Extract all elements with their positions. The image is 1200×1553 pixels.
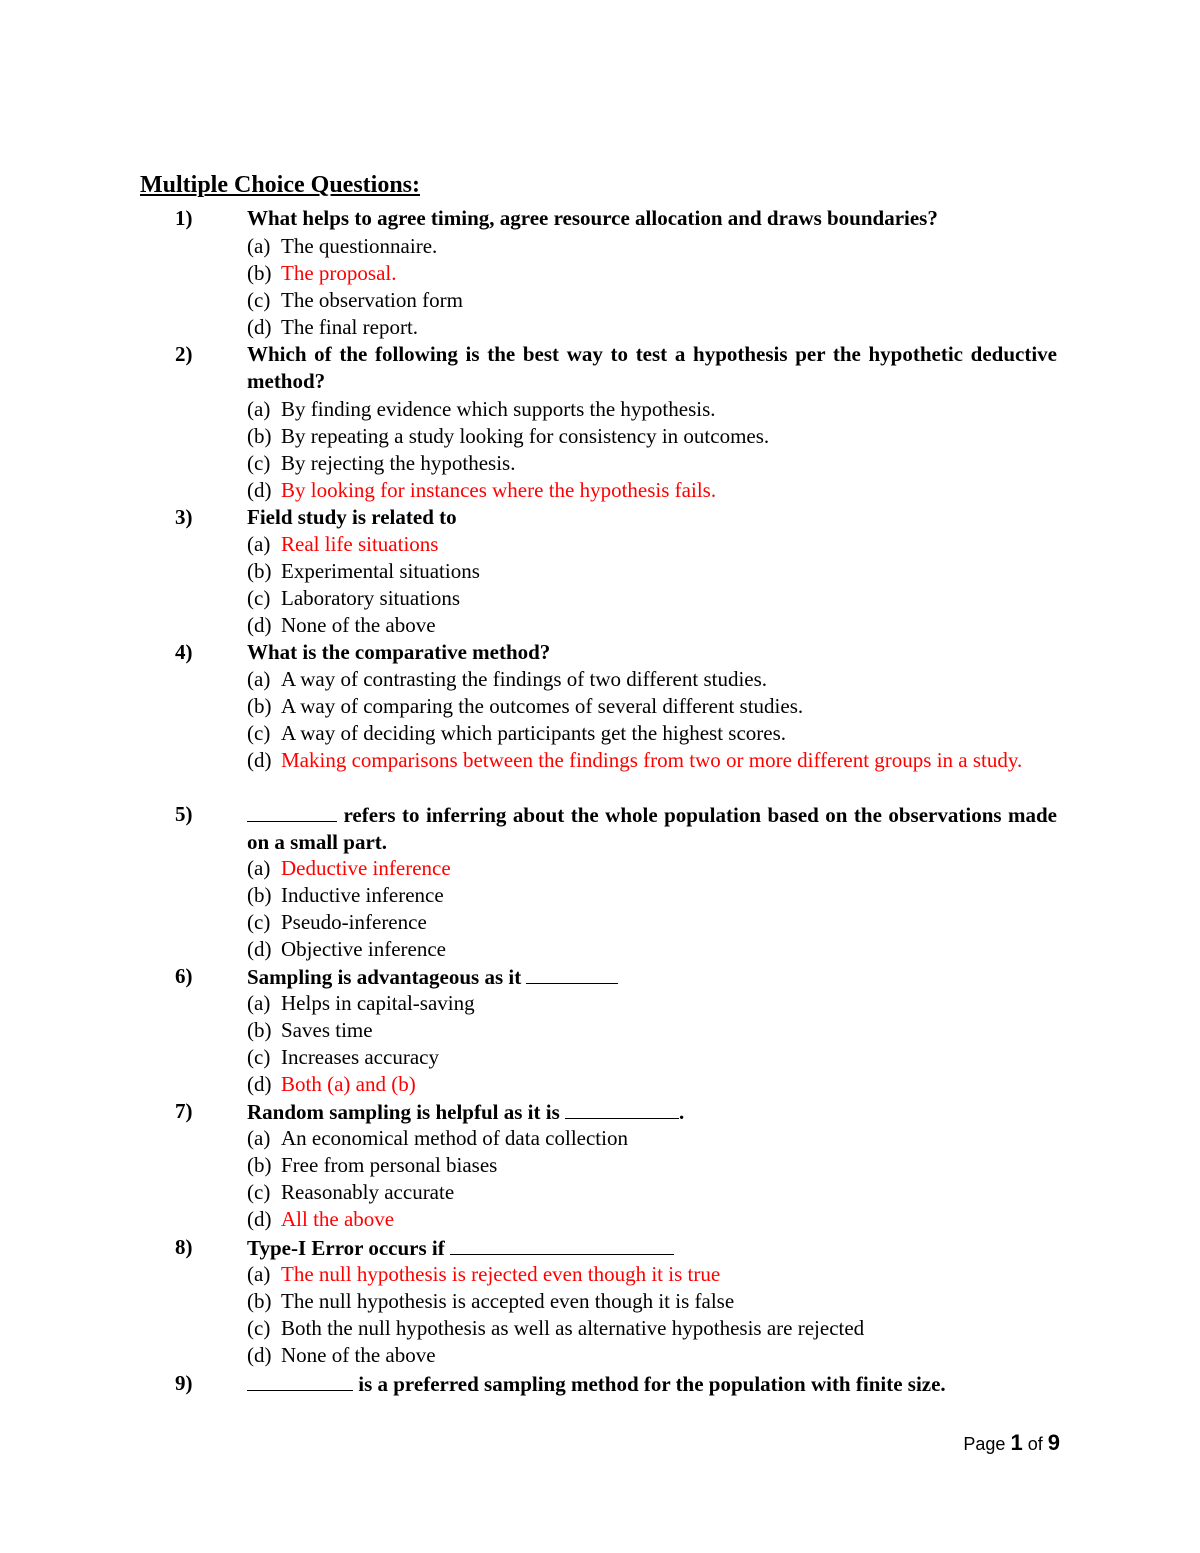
question-text (247, 801, 1057, 856)
option-text: The observation form (281, 288, 463, 312)
correct-option (247, 1261, 1059, 1288)
option-text: Helps in capital-saving (281, 991, 475, 1015)
option-label: (a) (247, 234, 271, 258)
option-text: An economical method of data collection (281, 1126, 628, 1150)
option (247, 1315, 1059, 1342)
option-label: (a) (247, 532, 271, 556)
option (247, 1288, 1059, 1315)
option-label: (b) (247, 1289, 272, 1313)
option-text: Both (a) and (b) (281, 1072, 416, 1096)
option-text: Deductive inference (281, 856, 451, 880)
option-label: (a) (247, 856, 271, 880)
question-text-before-blank: Sampling is advantageous as it (247, 965, 522, 989)
option-label: (c) (247, 586, 271, 610)
option-label: (d) (247, 1343, 272, 1367)
option-label: (a) (247, 1126, 271, 1150)
option (247, 1017, 1059, 1044)
option-text: By repeating a study looking for consistency in outcomes. (281, 424, 770, 448)
option (247, 1044, 1059, 1071)
footer-current-page: 1 (1010, 1430, 1023, 1455)
page-footer (963, 1430, 1060, 1457)
option-text: The proposal. (281, 261, 397, 285)
question-text: Field study is related to (247, 505, 457, 529)
option-text: Pseudo-inference (281, 910, 427, 934)
option-text: Experimental situations (281, 559, 480, 583)
question-text: What helps to agree timing, agree resource allocation and draws boundaries? (247, 206, 938, 230)
option (247, 693, 1059, 720)
option-label: (a) (247, 397, 271, 421)
option-label: (b) (247, 424, 272, 448)
option (247, 287, 1059, 314)
option-label: (d) (247, 1207, 272, 1231)
option-label: (c) (247, 721, 271, 745)
option-label: (b) (247, 883, 272, 907)
option-label: (d) (247, 613, 272, 637)
option-label: (a) (247, 667, 271, 691)
option-text: Free from personal biases (281, 1153, 498, 1177)
correct-option (247, 531, 1059, 558)
question-text: What is the comparative method? (247, 640, 551, 664)
option-text: A way of deciding which participants get the highest scores. (281, 721, 787, 745)
option (247, 558, 1059, 585)
option (247, 990, 1059, 1017)
section-heading: Multiple Choice Questions: (140, 172, 420, 198)
option (247, 1152, 1059, 1179)
option (247, 882, 1059, 909)
option-label: (c) (247, 288, 271, 312)
correct-option (247, 477, 1059, 504)
option-label: (c) (247, 451, 271, 475)
option (247, 936, 1059, 963)
question-text (247, 963, 1057, 991)
question-text-after-blank: refers to inferring about the whole population based on the observations made on a small part. (247, 803, 1057, 854)
option (247, 1342, 1059, 1369)
option-text: A way of comparing the outcomes of several different studies. (281, 694, 804, 718)
option-text: Increases accuracy (281, 1045, 439, 1069)
option-text: By looking for instances where the hypothesis fails. (281, 478, 717, 502)
option-text: By finding evidence which supports the hypothesis. (281, 397, 716, 421)
question-number: 3) (175, 505, 193, 529)
question-text (247, 1370, 1057, 1398)
option-text: None of the above (281, 613, 436, 637)
correct-option (247, 855, 1059, 882)
option-label: (c) (247, 1045, 271, 1069)
option-text: Both the null hypothesis as well as alternative hypothesis are rejected (281, 1316, 865, 1340)
option-text: Real life situations (281, 532, 439, 556)
option-label: (b) (247, 694, 272, 718)
option-text: None of the above (281, 1343, 436, 1367)
option-label: (a) (247, 1262, 271, 1286)
option-label: (c) (247, 1180, 271, 1204)
option-label: (d) (247, 315, 272, 339)
option (247, 612, 1059, 639)
question-number: 9) (175, 1371, 193, 1395)
option-label: (b) (247, 1018, 272, 1042)
answer-blank (247, 1370, 353, 1391)
footer-page-word: Page (963, 1434, 1006, 1454)
option (247, 423, 1059, 450)
correct-option (247, 260, 1059, 287)
option-label: (c) (247, 910, 271, 934)
option-label: (d) (247, 748, 272, 772)
correct-option (247, 1206, 1059, 1233)
correct-option (247, 1071, 1059, 1098)
footer-total-pages: 9 (1047, 1430, 1060, 1455)
question-number: 8) (175, 1235, 193, 1259)
option (247, 909, 1059, 936)
question-trailing-period: . (679, 1100, 685, 1124)
option (247, 1125, 1059, 1152)
question-number: 4) (175, 640, 193, 664)
option-label: (d) (247, 937, 272, 961)
option-text: Saves time (281, 1018, 373, 1042)
option (247, 1179, 1059, 1206)
option-text: Laboratory situations (281, 586, 461, 610)
question-text (247, 1234, 1057, 1262)
option (247, 720, 1059, 747)
option-label: (d) (247, 478, 272, 502)
option-label: (a) (247, 991, 271, 1015)
option-text: A way of contrasting the findings of two different studies. (281, 667, 768, 691)
option (247, 450, 1059, 477)
question-number: 2) (175, 342, 193, 366)
option-label: (c) (247, 1316, 271, 1340)
option (247, 314, 1059, 341)
option-text: Objective inference (281, 937, 446, 961)
option (247, 585, 1059, 612)
option (247, 396, 1059, 423)
question-number: 1) (175, 206, 193, 230)
option-text: All the above (281, 1207, 395, 1231)
option-text: The questionnaire. (281, 234, 438, 258)
option-label: (b) (247, 261, 272, 285)
option-text: Reasonably accurate (281, 1180, 455, 1204)
question-number: 5) (175, 802, 193, 826)
option-text: Inductive inference (281, 883, 444, 907)
option-text: The null hypothesis is accepted even though it is false (281, 1289, 735, 1313)
option-label: (d) (247, 1072, 272, 1096)
answer-blank (526, 963, 618, 984)
correct-option (247, 747, 1059, 774)
option-text: The final report. (281, 315, 419, 339)
option-label: (b) (247, 559, 272, 583)
option (247, 233, 1059, 260)
question-text-before-blank: Random sampling is helpful as it is (247, 1100, 560, 1124)
question-text (247, 1098, 1057, 1126)
answer-blank (247, 801, 337, 822)
answer-blank (450, 1234, 674, 1255)
question-text-after-blank: is a preferred sampling method for the population with finite size. (358, 1372, 946, 1396)
question-number: 6) (175, 964, 193, 988)
answer-blank (565, 1098, 679, 1119)
option (247, 666, 1059, 693)
question-text-before-blank: Type-I Error occurs if (247, 1236, 445, 1260)
question-number: 7) (175, 1099, 193, 1123)
option-label: (b) (247, 1153, 272, 1177)
footer-of-word: of (1027, 1434, 1043, 1454)
option-text: The null hypothesis is rejected even though it is true (281, 1262, 721, 1286)
option-text: By rejecting the hypothesis. (281, 451, 516, 475)
option-text: Making comparisons between the findings from two or more different groups in a study. (281, 748, 1023, 772)
question-text: Which of the following is the best way to test a hypothesis per the hypothetic deductive method? (247, 342, 1057, 393)
